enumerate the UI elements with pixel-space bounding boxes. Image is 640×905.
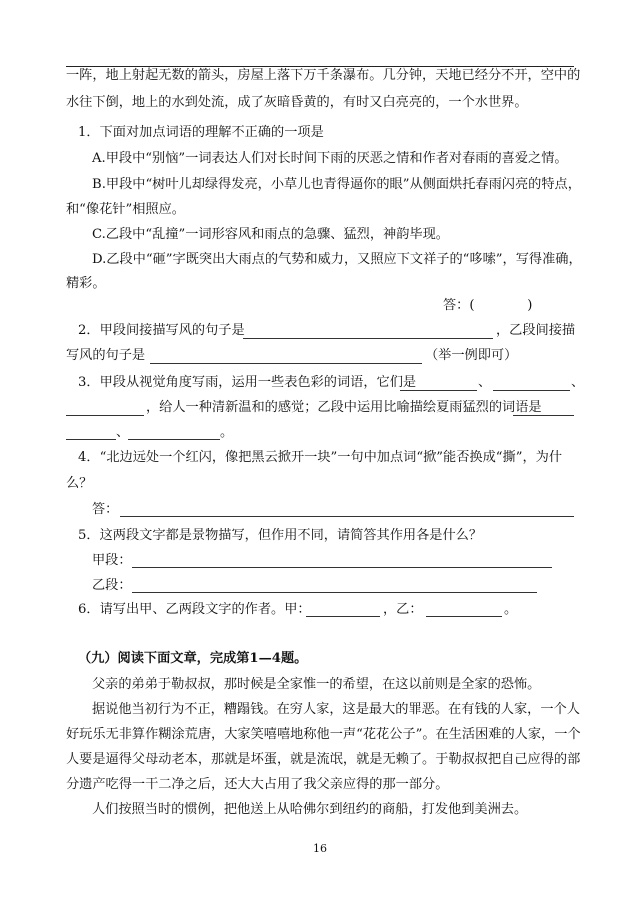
text: 答：( ) — [443, 298, 533, 313]
text: 、 — [571, 375, 585, 390]
text: C.乙段中“乱撞”一词形容风和雨点的急骤、猛烈，神韵毕现。 — [92, 227, 449, 242]
text: 3．甲段从视觉角度写雨，运用一些表色彩的词语，它们是 — [78, 375, 417, 390]
text: 5．这两段文字都是景物描写，但作用不同，请简答其作用各是什么？ — [78, 528, 483, 543]
answer-blank[interactable] — [150, 363, 422, 364]
text: 乙段： — [92, 578, 132, 593]
page-number: 16 — [313, 842, 327, 855]
text: 4．“北边远处一个红闪，像把黑云掀开一块”一句中加点词“掀”能否换成“撕”，为什 — [78, 450, 563, 465]
answer-blank[interactable] — [128, 439, 220, 440]
text: 和“像花针”相照应。 — [66, 202, 185, 217]
text: 父亲的弟弟于勒叔叔，那时候是全家惟一的希望，在这以前则是全家的恐怖。 — [92, 677, 541, 692]
answer-blank[interactable] — [66, 439, 116, 440]
text: 1．下面对加点词语的理解不正确的一项是 — [78, 125, 324, 140]
text: 、 — [116, 425, 130, 440]
text: 。 — [220, 425, 234, 440]
text: 人要是逼得父母动老本，那就是坏蛋，就是流氓，就是无赖了。于勒叔叔把自己应得的部 — [66, 752, 581, 767]
text: 精彩。 — [66, 276, 106, 291]
text: （举一例即可） — [425, 348, 518, 363]
answer-blank[interactable] — [426, 616, 502, 617]
text: ，乙段间接描 — [496, 323, 576, 338]
answer-blank[interactable] — [306, 616, 380, 617]
answer-blank[interactable] — [132, 567, 552, 568]
text: 水往下倒，地上的水到处流，成了灰暗昏黄的，有时又白亮亮的，一个水世界。 — [66, 95, 528, 110]
text: A.甲段中“别恼”一词表达人们对长时间下雨的厌恶之情和作者对春雨的喜爱之情。 — [92, 151, 568, 166]
text: D.乙段中“砸”字既突出大雨点的气势和威力，又照应下文祥子的“哆嗦”，写得准确， — [92, 252, 582, 267]
answer-blank[interactable] — [243, 338, 493, 339]
answer-blank[interactable] — [66, 415, 144, 416]
text: B.甲段中“树叶儿却绿得发亮，小草儿也青得逼你的眼”从侧面烘托春雨闪亮的特点， — [92, 177, 581, 192]
answer-blank[interactable] — [400, 390, 477, 391]
text: 写风的句子是 — [66, 348, 146, 363]
text: 分遗产吃得一干二净之后，还大大占用了我父亲应得的那一部分。 — [66, 777, 449, 792]
text: ，给人一种清新温和的感觉；乙段中运用比喻描绘夏雨猛烈的词语是 — [146, 400, 542, 415]
text: 2．甲段间接描写风的句子是 — [78, 323, 245, 338]
answer-blank[interactable] — [493, 390, 570, 391]
header-rule — [66, 66, 574, 67]
answer-blank[interactable] — [132, 592, 537, 593]
text: 6．请写出甲、乙两段文字的作者。甲： — [78, 602, 311, 617]
text: 、 — [478, 375, 492, 390]
text: 一阵，地上射起无数的箭头，房屋上落下万千条瀑布。几分钟，天地已经分不开，空中的 — [66, 68, 581, 83]
text: ，乙： — [383, 602, 423, 617]
text: 人们按照当时的惯例，把他送上从哈佛尔到纽约的商船，打发他到美洲去。 — [92, 802, 528, 817]
text: 答： — [92, 502, 119, 517]
text: 。 — [504, 602, 518, 617]
text: 甲段： — [92, 553, 132, 568]
text: 据说他当初行为不正，糟蹋钱。在穷人家，这是最大的罪恶。在有钱的人家，一个人 — [92, 702, 580, 717]
text: 好玩乐无非算作糊涂荒唐，大家笑嘻嘻地称他一声“花花公子”。在生活困难的人家，一个 — [66, 727, 581, 742]
answer-blank[interactable] — [120, 516, 574, 517]
text: （九）阅读下面文章，完成第1—4题。 — [78, 651, 308, 666]
answer-blank[interactable] — [513, 415, 574, 416]
text: 么？ — [66, 476, 93, 491]
